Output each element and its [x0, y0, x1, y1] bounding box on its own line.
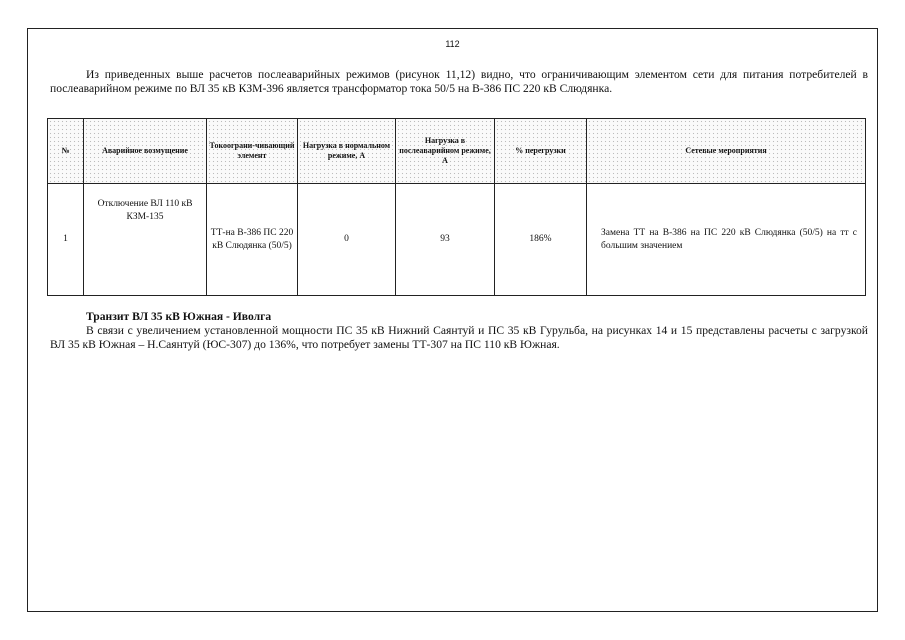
header-post-emergency-load: Нагрузка в послеаварийном режиме, А	[396, 119, 495, 184]
intro-text: Из приведенных выше расчетов послеаварийных режимов (рисунок 11,12) видно, что ограничивающим элементом сети для питания потребителей в послеаварийном режиме по ВЛ 35 кВ КЗМ-396 является трансформатор тока 50/5 на В-386 ПС 220 кВ Слюдянка.	[50, 68, 868, 95]
cell-limiting-element: ТТ-на В-386 ПС 220 кВ Слюдянка (50/5)	[207, 184, 298, 296]
section-paragraph	[50, 324, 868, 352]
cell-emergency: Отключение ВЛ 110 кВ КЗМ-135	[84, 184, 207, 296]
cell-post-emergency-load: 93	[396, 184, 495, 296]
header-overload-percent: % перегрузки	[495, 119, 587, 184]
overload-table	[47, 118, 866, 296]
cell-overload-percent: 186%	[495, 184, 587, 296]
header-network-measures: Сетевые мероприятия	[587, 119, 866, 184]
page-number: 112	[445, 39, 460, 49]
cell-number: 1	[48, 184, 84, 296]
header-emergency: Аварийное возмущение	[84, 119, 207, 184]
section-text: В связи с увеличением установленной мощности ПС 35 кВ Нижний Саянтуй и ПС 35 кВ Гурульба, на рисунках 14 и 15 представлены расчеты с загрузкой ВЛ 35 кВ Южная – Н.Саянтуй (ЮС-307) до 136%, что потребует замены ТТ-307 на ПС 110 кВ Южная.	[50, 324, 868, 351]
header-normal-load: Нагрузка в нормальном режиме, А	[298, 119, 396, 184]
intro-paragraph	[50, 68, 868, 96]
section-heading: Транзит ВЛ 35 кВ Южная - Иволга	[86, 310, 272, 323]
table-header-row	[48, 119, 866, 184]
cell-network-measures: Замена ТТ на В-386 на ПС 220 кВ Слюдянка (50/5) на тт с большим значением	[587, 184, 866, 296]
header-limiting-element: Токоограни-чивающий элемент	[207, 119, 298, 184]
cell-normal-load: 0	[298, 184, 396, 296]
header-number: №	[48, 119, 84, 184]
table-row	[48, 184, 866, 296]
